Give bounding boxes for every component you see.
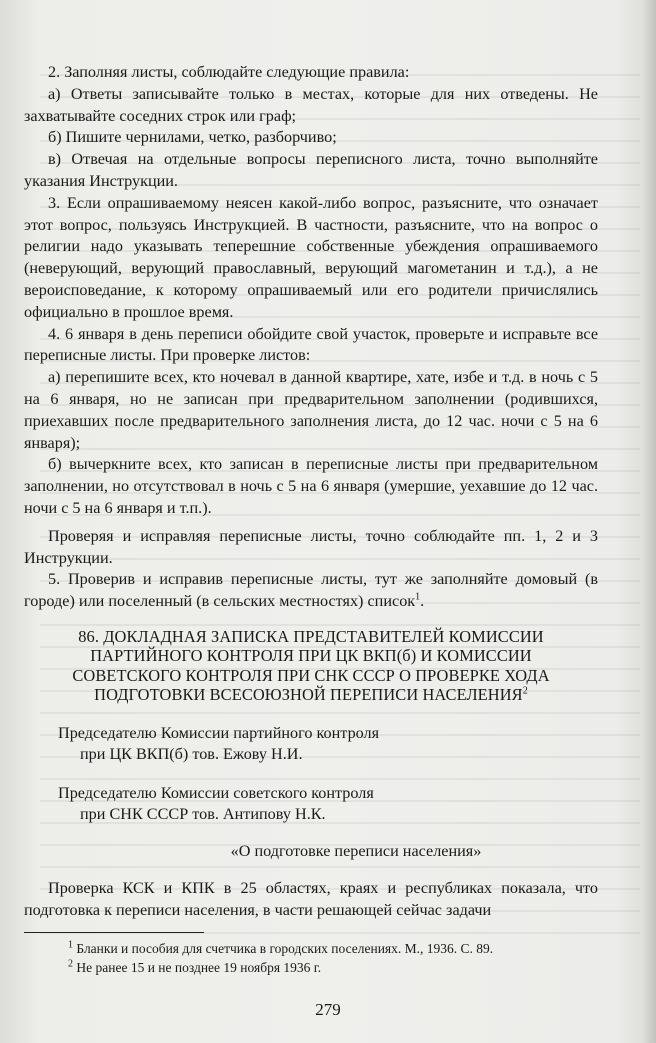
footnote-ref-1: 1 — [415, 591, 421, 603]
addressee-1-line-2: при ЦК ВКП(б) тов. Ежову Н.И. — [80, 744, 303, 763]
paragraph-rule-a: а) Ответы записывайте только в местах, которые для них отведены. Не захватывайте соседних строк или граф; — [24, 84, 598, 125]
paragraph-5-end: . — [420, 592, 425, 611]
paragraph-5-text: 5. Проверив и исправив переписные листы, тут же заполняйте домовый (в городе) или поселенный (в сельских местностях) список — [24, 570, 598, 611]
paragraph-4a: а) перепишите всех, кто ночевал в данной квартире, хате, избе и т.д. в ночь с 5 на 6 января, но не записан при предварительном заполнении (родившихся, приехавших после предварительного заполнения листа, до 12 час. ночи с 5 на 6 января); — [24, 368, 598, 452]
addressee-2 — [24, 783, 598, 825]
page-content — [24, 62, 598, 977]
footnote-2-mark: 2 — [68, 958, 73, 970]
paragraph-4b: б) вычеркните всех, кто записан в переписные листы при предварительном заполнении, но отсутствовал в ночь с 5 на 6 января (умершие, уехавшие до 12 час. ночи с 5 на 6 января и т.п.). — [24, 455, 598, 517]
footnote-ref-2: 2 — [522, 685, 528, 697]
addressee-2-line-1: Председателю Комиссии советского контроля — [58, 783, 374, 802]
addressee-1-line-1: Председателю Комиссии партийного контроля — [58, 723, 380, 742]
document-heading — [24, 627, 598, 705]
footnote-2 — [24, 958, 598, 977]
paragraph-5 — [24, 569, 598, 613]
footnote-1 — [24, 939, 598, 958]
heading-text: 86. ДОКЛАДНАЯ ЗАПИСКА ПРЕДСТАВИТЕЛЕЙ КОМИССИИ ПАРТИЙНОГО КОНТРОЛЯ ПРИ ЦК ВКП(б) И КОМИССИИ СОВЕТСКОГО КОНТРОЛЯ ПРИ СНК СССР О ПРОВЕРКЕ ХОДА ПОДГОТОВКИ ВСЕСОЮЗНОЙ ПЕРЕПИСИ НАСЕЛЕНИЯ — [72, 626, 550, 705]
paragraph-4: 4. 6 января в день переписи обойдите свой участок, проверьте и исправьте все переписные листы. При проверке листов: — [24, 324, 598, 365]
footnote-1-mark: 1 — [68, 939, 73, 951]
paragraph-rules-intro: 2. Заполняя листы, соблюдайте следующие правила: — [48, 63, 410, 81]
page-number: 279 — [315, 1000, 341, 1019]
memo-title: «О подготовке переписи населения» — [230, 841, 482, 860]
footnote-2-text: Не ранее 15 и не позднее 19 ноября 1936 г. — [76, 959, 322, 975]
addressee-1 — [24, 723, 598, 765]
paragraph-3: 3. Если опрашиваемому неясен какой-либо вопрос, разъясните, что означает этот вопрос, пользуясь Инструкцией. В частности, разъясните, что на вопрос о религии надо указывать теперешние собственные убеждения опрашиваемого (неверующий, верующий православный, верующий магометанин и т.д.), а не вероисповедание, к которому опрашиваемый или его родители причислялись официально в прошлое время. — [24, 193, 598, 321]
paragraph-memo-body: Проверка КСК и КПК в 25 областях, краях и республиках показала, что подготовка к переписи населения, в части решающей сейчас задачи — [24, 879, 598, 920]
addressee-2-line-2: при СНК СССР тов. Антипову Н.К. — [80, 804, 326, 823]
footnote-1-text: Бланки и пособия для счетчика в городских поселениях. М., 1936. С. 89. — [76, 940, 494, 956]
paragraph-rule-c: в) Отвечая на отдельные вопросы переписного листа, точно выполняйте указания Инструкции. — [24, 150, 598, 190]
paragraph-rule-b: б) Пишите чернилами, четко, разборчиво; — [48, 128, 337, 147]
paragraph-checking: Проверяя и исправляя переписные листы, точно соблюдайте пп. 1, 2 и 3 Инструкции. — [24, 526, 598, 567]
footnote-divider — [24, 932, 204, 933]
page-edge-shadow — [642, 0, 656, 1043]
